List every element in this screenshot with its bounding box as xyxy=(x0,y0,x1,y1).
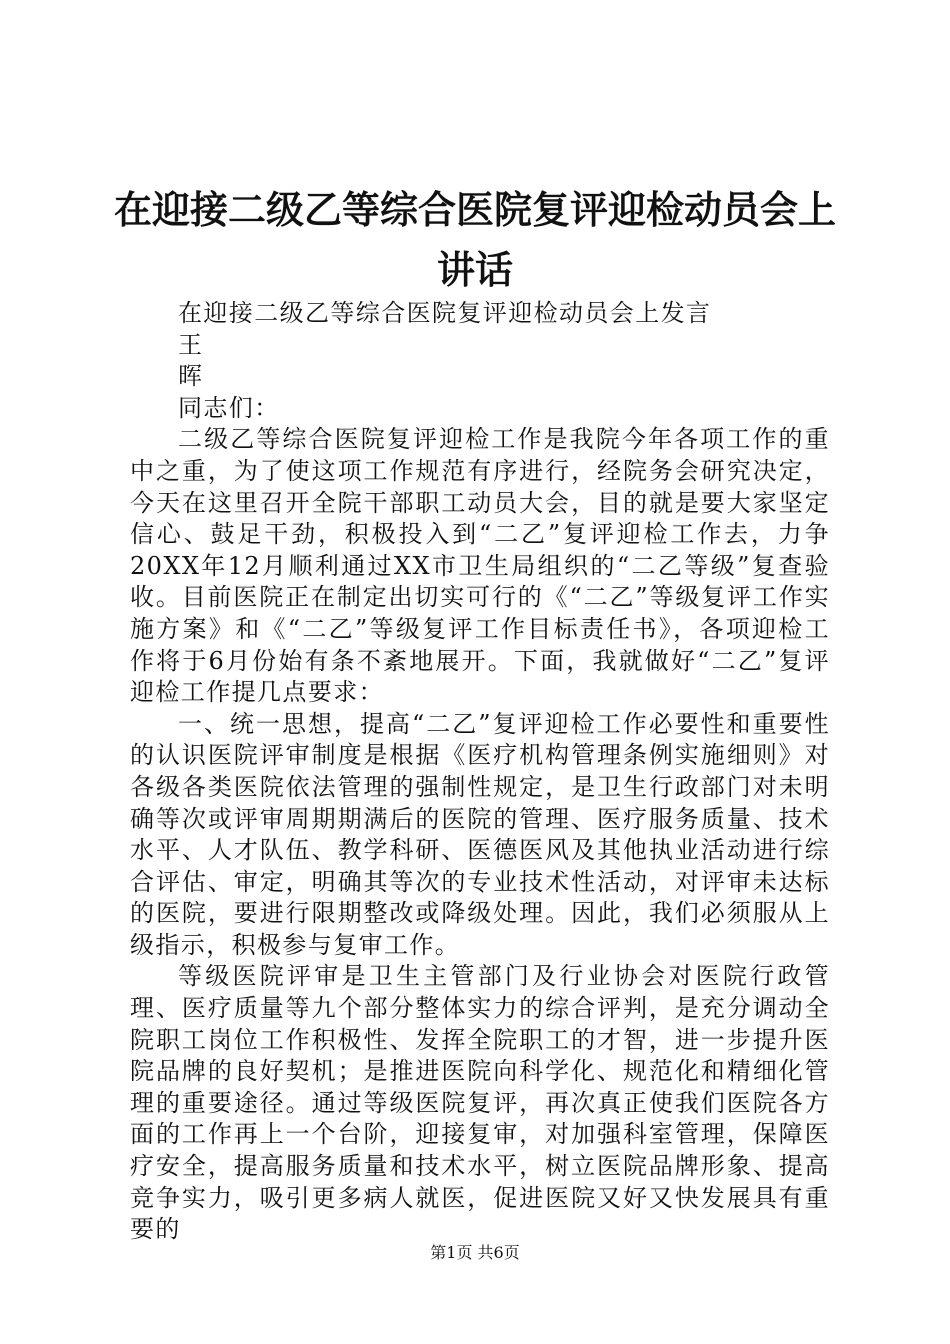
document-title: 在迎接二级乙等综合医院复评迎检动员会上讲话 xyxy=(113,187,836,292)
paragraph-1: 二级乙等综合医院复评迎检工作是我院今年各项工作的重中之重，为了使这项工作规范有序进行，经院务会研究决定，今天在这里召开全院干部职工动员大会，目的就是要大家坚定信心、鼓足干劲，积极投入到“二乙”复评迎检工作去，力争20XX年12月顺利通过XX市卫生局组织的“二乙等级”复查验收。目前医院正在制定出切实可行的《“二乙”等级复评工作实施方案》和《“二乙”等级复评工作目标责任书》，各项迎检工作将于6月份始有条不紊地展开。下面，我就做好“二乙”复评迎检工作提几点要求： xyxy=(130,425,830,707)
document-body xyxy=(130,298,830,1246)
paragraph-3: 等级医院评审是卫生主管部门及行业协会对医院行政管理、医疗质量等九个部分整体实力的综合评判，是充分调动全院职工岗位工作积极性、发挥全院职工的才智，进一步提升医院品牌的良好契机；是推进医院向科学化、规范化和精细化管理的重要途径。通过等级医院复评，再次真正使我们医院各方面的工作再上一个台阶，迎接复审，对加强科室管理，保障医疗安全，提高服务质量和技术水平，树立医院品牌形象、提高竞争实力，吸引更多病人就医，促进医院又好又快发展具有重要的 xyxy=(130,962,830,1244)
salutation: 同志们： xyxy=(178,393,280,422)
paragraph-2: 一、统一思想，提高“二乙”复评迎检工作必要性和重要性的认识医院评审制度是根据《医疗机构管理条例实施细则》对各级各类医院依法管理的强制性规定，是卫生行政部门对未明确等次或评审周期期满后的医院的管理、医疗服务质量、技术水平、人才队伍、教学科研、医德医风及其他执业活动进行综合评估、审定，明确其等次的专业技术性活动，对评审未达标的医院，要进行限期整改或降级处理。因此，我们必须服从上级指示，积极参与复审工作。 xyxy=(130,709,830,959)
author-line-2: 晖 xyxy=(178,362,204,391)
subtitle: 在迎接二级乙等综合医院复评迎检动员会上发言 xyxy=(178,299,712,327)
author-line-1: 王 xyxy=(178,330,204,359)
page-footer: 第1页 共6页 xyxy=(430,1243,520,1262)
